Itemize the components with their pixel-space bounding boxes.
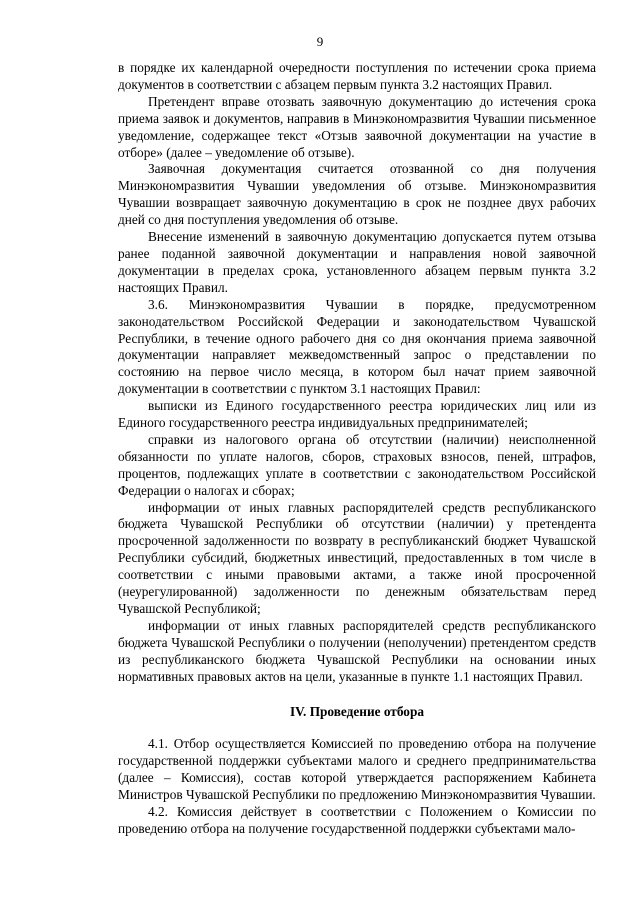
paragraph-4-2: 4.2. Комиссия действует в соответствии с Положением о Комиссии по проведению отбора на получение государственной поддержки субъектами мало-: [118, 804, 596, 836]
page-body: [118, 60, 596, 838]
paragraph-amendments: Внесение изменений в заявочную документацию допускается путем отзыва ранее поданной заявочной документации и направления новой заявочной документации в пределах срока, установленного абзацем первым пункта 3.2 настоящих Правил.: [118, 229, 596, 295]
paragraph-withdrawal-right: Претендент вправе отозвать заявочную документацию до истечения срока приема заявок и документов, направив в Минэкономразвития Чувашии письменное уведомление, содержащее текст «Отзыв заявочной документации на участие в отборе» (далее – уведомление об отзыве).: [118, 93, 596, 160]
list-item-registry-extract: выписки из Единого государственного реестра юридических лиц или из Единого государственного реестра индивидуальных предпринимателей;: [118, 398, 596, 431]
paragraph-withdrawal-effect: Заявочная документация считается отозванной со дня получения Минэкономразвития Чувашии уведомления об отзыве. Минэкономразвития Чувашии возвращает заявочную документацию в срок не позднее двух рабочих дней со дня поступления уведомления об отзыве.: [118, 161, 596, 228]
section-heading: IV. Проведение отбора: [289, 703, 425, 719]
paragraph-continuation: в порядке их календарной очередности поступления по истечении срока приема документов в соответствии с абзацем первым пункта 3.2 настоящих Правил.: [118, 60, 596, 92]
page-number: 9: [316, 34, 324, 49]
list-item-funds-info: информации от иных главных распорядителей средств республиканского бюджета Чувашской Республики о получении (неполучении) претендентом средств из республиканского бюджета Чувашской Республики на основании иных нормативных правовых актов на цели, указанные в пункте 1.1 настоящих Правил.: [118, 617, 596, 684]
paragraph-3-6: 3.6. Минэкономразвития Чувашии в порядке, предусмотренном законодательством Российской Федерации и законодательством Чувашской Республики, в течение одного рабочего дня со дня окончания приема заявочной документации направляет межведомственный запрос о представлении по состоянию на первое число месяца, в котором был начат прием заявочной документации в соответствии с пунктом 3.1 настоящих Правил:: [118, 296, 596, 397]
list-item-tax-certificate: справки из налогового органа об отсутствии (наличии) неисполненной обязанности по уплате налогов, сборов, страховых взносов, пеней, штрафов, процентов, подлежащих уплате в соответствии с законодательством Российской Федерации о налогах и сборах;: [118, 431, 596, 498]
list-item-debt-info: информации от иных главных распорядителей средств республиканского бюджета Чувашской Республики об отсутствии (наличии) у претендента просроченной задолженности по возврату в республиканский бюджет Чувашской Республики субсидий, бюджетных инвестиций, предоставленных в том числе в соответствии с иными правовыми актами, а также иной просроченной (неурегулированной) задолженности по денежным обязательствам перед Чувашской Республикой;: [118, 499, 596, 616]
paragraph-4-1: 4.1. Отбор осуществляется Комиссией по проведению отбора на получение государственной поддержки субъектами малого и среднего предпринимательства (далее – Комиссия), состав которой утверждается распоряжением Кабинета Министров Чувашской Республики по предложению Минэкономразвития Чувашии.: [118, 736, 596, 803]
